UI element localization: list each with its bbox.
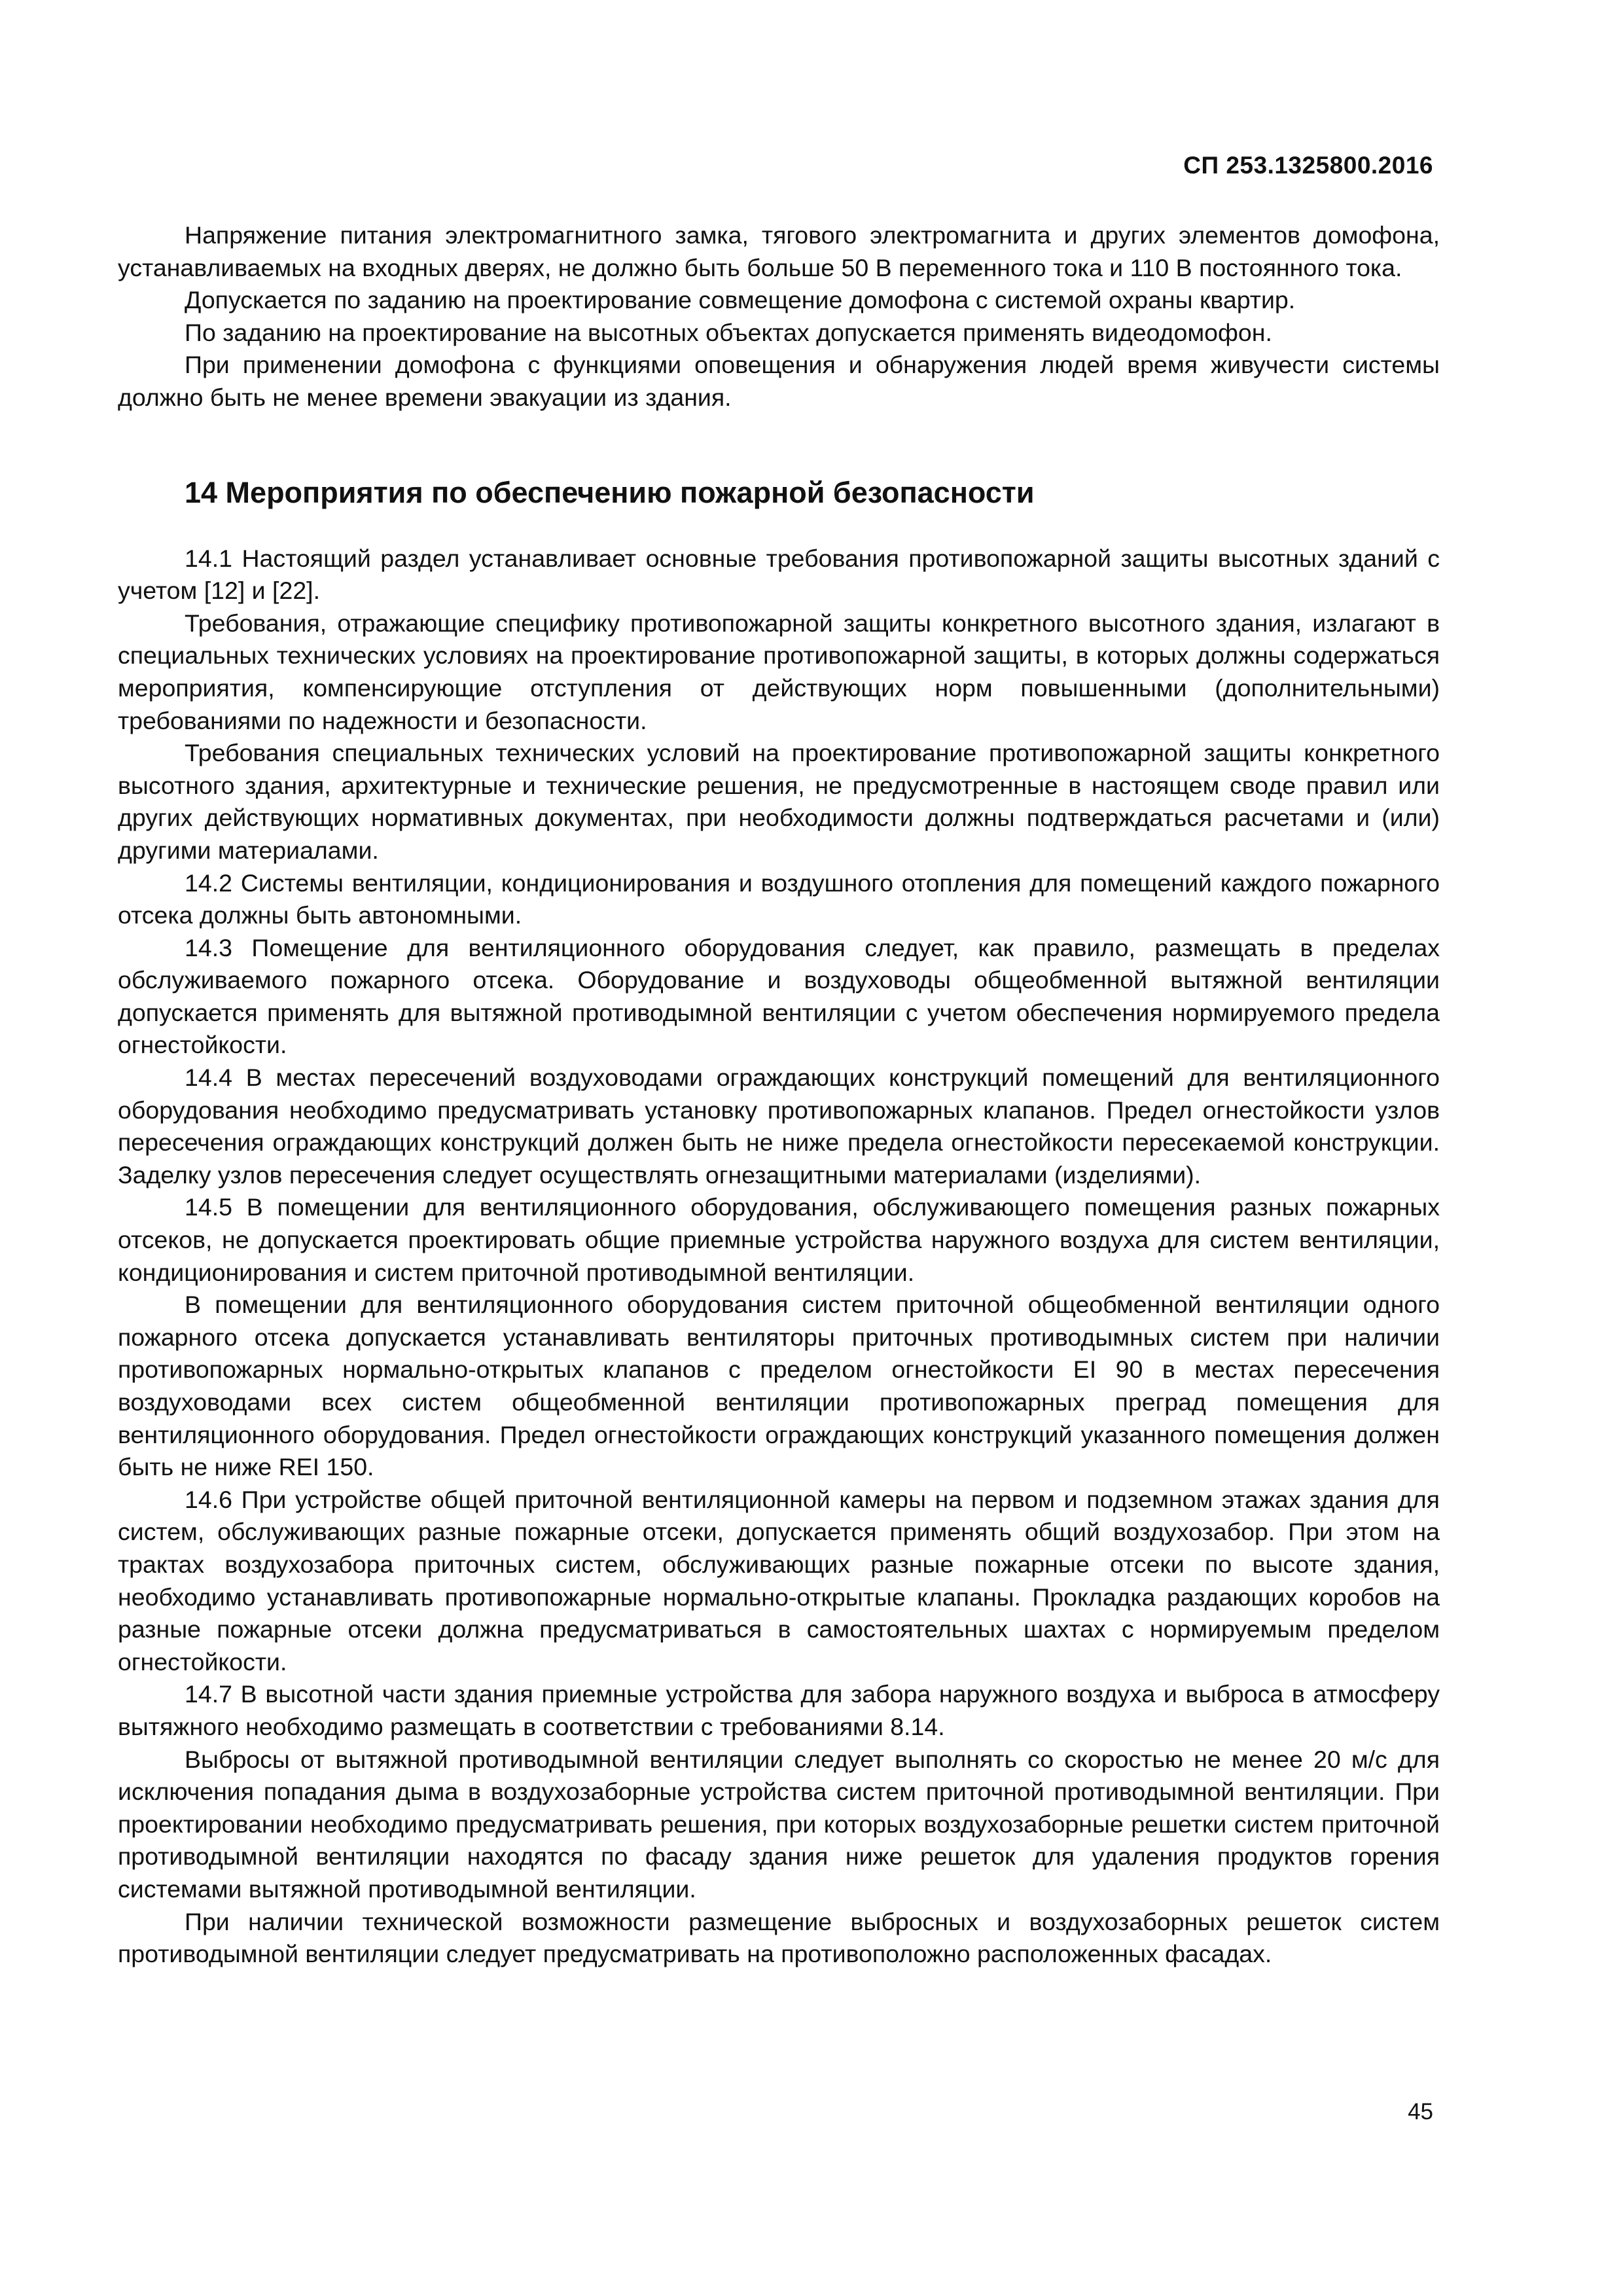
paragraph: 14.7 В высотной части здания приемные устройства для забора наружного воздуха и выброса в атмосферу вытяжного необходимо размещать в соответствии с требованиями 8.14. bbox=[118, 1680, 1440, 1740]
document-code: СП 253.1325800.2016 bbox=[1183, 152, 1433, 179]
page-content bbox=[118, 219, 1440, 1971]
paragraph: По заданию на проектирование на высотных объектах допускается применять видеодомофон. bbox=[185, 318, 1272, 346]
paragraph: В помещении для вентиляционного оборудования систем приточной общеобменной вентиляции одного пожарного отсека допускается устанавливать вентиляторы приточных противодымных систем при наличии противопожарных нормально-открытых клапанов с пределом огнестойкости EI 90 в местах пересечения воздуховодами всех систем общеобменной вентиляции противопожарных преград помещения для вентиляционного оборудования. Предел огнестойкости ограждающих конструкций указанного помещения должен быть не ниже REI 150. bbox=[118, 1291, 1440, 1481]
section-heading: 14 Мероприятия по обеспечению пожарной безопасности bbox=[185, 475, 1035, 509]
paragraph: Требования специальных технических условий на проектирование противопожарной защиты конкретного высотного здания, архитектурные и технические решения, не предусмотренные в настоящем своде правил или других действующих нормативных документах, при необходимости должны подтверждаться расчетами и (или) другими материалами. bbox=[118, 739, 1440, 864]
paragraph: 14.2 Системы вентиляции, кондиционирования и воздушного отопления для помещений каждого пожарного отсека должны быть автономными. bbox=[118, 869, 1440, 929]
paragraph: 14.6 При устройстве общей приточной вентиляционной камеры на первом и подземном этажах здания для систем, обслуживающих разные пожарные отсеки, допускается применять общий воздухозабор. При этом на трактах воздухозабора приточных систем, обслуживающих разные пожарные отсеки по высоте здания, необходимо устанавливать противопожарные нормально-открытые клапаны. Прокладка раздающих коробов на разные пожарные отсеки должна предусматриваться в самостоятельных шахтах с нормируемым пределом огнестойкости. bbox=[118, 1485, 1440, 1676]
paragraph: Выбросы от вытяжной противодымной вентиляции следует выполнять со скоростью не менее 20 м/с для исключения попадания дыма в воздухозаборные устройства систем приточной противодымной вентиляции. При проектировании необходимо предусматривать решения, при которых воздухозаборные решетки систем приточной противодымной вентиляции находятся по фасаду здания ниже решеток для удаления продуктов горения системами вытяжной противодымной вентиляции. bbox=[118, 1745, 1440, 1903]
paragraph: 14.1 Настоящий раздел устанавливает основные требования противопожарной защиты высотных зданий с учетом [12] и [22]. bbox=[118, 544, 1440, 605]
paragraph: При наличии технической возможности размещение выбросных и воздухозаборных решеток систем противодымной вентиляции следует предусматривать на противоположно расположенных фасадах. bbox=[118, 1907, 1440, 1968]
paragraph: 14.5 В помещении для вентиляционного оборудования, обслуживающего помещения разных пожарных отсеков, не допускается проектировать общие приемные устройства наружного воздуха для систем вентиляции, кондиционирования и систем приточной противодымной вентиляции. bbox=[118, 1193, 1440, 1286]
paragraph: Напряжение питания электромагнитного замка, тягового электромагнита и других элементов домофона, устанавливаемых на входных дверях, не должно быть больше 50 В переменного тока и 110 В постоянного тока. bbox=[118, 221, 1440, 281]
paragraph: 14.3 Помещение для вентиляционного оборудования следует, как правило, размещать в пределах обслуживаемого пожарного отсека. Оборудование и воздуховоды общеобменной вытяжной вентиляции допускается применять для вытяжной противодымной вентиляции с учетом обеспечения нормируемого предела огнестойкости. bbox=[118, 933, 1440, 1059]
paragraph: При применении домофона с функциями оповещения и обнаружения людей время живучести системы должно быть не менее времени эвакуации из здания. bbox=[118, 351, 1440, 411]
paragraph: 14.4 В местах пересечений воздуховодами ограждающих конструкций помещений для вентиляционного оборудования необходимо предусматривать установку противопожарных клапанов. Предел огнестойкости узлов пересечения ограждающих конструкций должен быть не ниже предела огнестойкости пересекаемой конструкции. Заделку узлов пересечения следует осуществлять огнезащитными материалами (изделиями). bbox=[118, 1064, 1440, 1189]
paragraph: Требования, отражающие специфику противопожарной защиты конкретного высотного здания, излагают в специальных технических условиях на проектирование противопожарной защиты, в которых должны содержаться мероприятия, компенсирующие отступления от действующих норм повышенными (дополнительными) требованиями по надежности и безопасности. bbox=[118, 609, 1440, 734]
page-number: 45 bbox=[1408, 2099, 1433, 2125]
paragraph: Допускается по заданию на проектирование совмещение домофона с системой охраны квартир. bbox=[185, 286, 1296, 314]
